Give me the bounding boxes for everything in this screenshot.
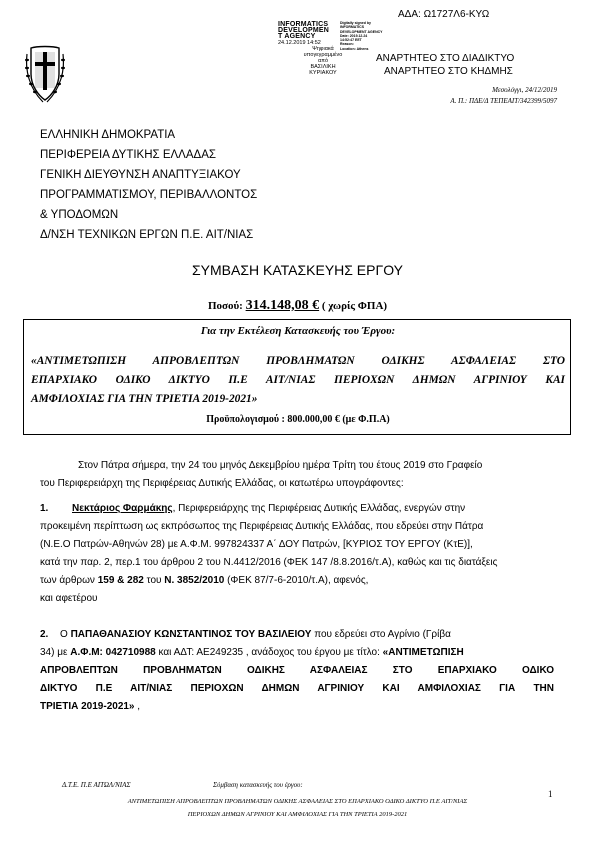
party-two-line: [40, 644, 554, 662]
signature-detail: 14:52:47 EET: [340, 38, 362, 43]
project-box-heading: Για την Εκτέλεση Κατασκευής του Έργου:: [200, 325, 396, 337]
authority-line: Δ/ΝΣΗ ΤΕΧΝΙΚΩΝ ΕΡΓΩΝ Π.Ε. ΑΙΤ/ΝΙΑΣ: [40, 229, 254, 241]
party-two-line: [40, 698, 554, 716]
text-run: (ΦΕΚ 87/7-6-2010/τ.Α), αφενός,: [224, 575, 369, 586]
project-title-line: «ΑΝΤΙΜΕΤΩΠΙΣΗ ΑΠΡΟΒΛΕΠΤΩΝ ΠΡΟΒΛΗΜΑΤΩΝ ΟΔΙΚΗΣ ΑΣΦΑΛΕΙΑΣ ΣΤΟ: [31, 355, 565, 367]
text-run: που εδρεύει στο Αγρίνιο (Γρίβα: [311, 629, 451, 640]
party-one-line: [40, 572, 554, 590]
signature-line: ΒΑΣΙΛΙΚΗ: [310, 64, 336, 70]
amount-suffix: ( χωρίς ΦΠΑ): [321, 300, 388, 312]
party-one-paragraph: [40, 500, 554, 608]
authority-line: ΓΕΝΙΚΗ ΔΙΕΥΘΥΝΣΗ ΑΝΑΠΤΥΞΙΑΚΟΥ: [40, 169, 241, 181]
footer-contract-label: Σύμβαση κατασκευής του έργου:: [213, 781, 303, 789]
amount-prefix: Ποσού:: [207, 300, 243, 312]
signature-detail: DEVELOPMENT AGENCY: [340, 29, 383, 34]
protocol-number: Α. Π.: ΠΔΕ/Δ ΤΕΠΕΑΙΤ/342399/5097: [450, 97, 557, 105]
party-one-number: 1.: [40, 503, 49, 514]
footer-project-line: ΠΕΡΙΟΧΩΝ ΔΗΜΩΝ ΑΓΡΙΝΙΟΥ ΚΑΙ ΑΜΦΙΛΟΧΙΑΣ ΓΙΑ ΤΗΝ ΤΡΙΕΤΙΑ 2019-2021: [187, 811, 408, 818]
signature-line: ΚΥΡΙΑΚΟΥ: [309, 70, 337, 76]
party-two-paragraph: [40, 626, 554, 716]
page-number: 1: [548, 789, 553, 799]
project-title-run: ΤΡΙΕΤΙΑ 2019-2021»: [40, 701, 135, 712]
intro-line: Στον Πάτρα σήμερα, την 24 του μηνός Δεκεμβρίου ημέρα Τρίτη του έτους 2019 στο Γραφείο: [78, 460, 483, 471]
project-title-line: ΑΜΦΙΛΟΧΙΑΣ ΓΙΑ ΤΗΝ ΤΡΙΕΤΙΑ 2019-2021»: [31, 393, 258, 405]
intro-paragraph: [40, 457, 554, 493]
document-title: ΣΥΜΒΑΣΗ ΚΑΤΑΣΚΕΥΗΣ ΕΡΓΟΥ: [192, 262, 403, 278]
signature-line: T AGENCY: [278, 33, 316, 40]
law-number: Ν. 3852/2010: [164, 575, 225, 586]
text-run: Ο: [60, 629, 71, 640]
authority-line: ΕΛΛΗΝΙΚΗ ΔΗΜΟΚΡΑΤΙΑ: [40, 129, 176, 141]
party-one-line: προκειμένη περίπτωση ως εκπρόσωπος της Περιφέρειας Δυτικής Ελλάδας, που εδρεύει στην Πάτρα: [40, 521, 484, 532]
signature-line: Ψηφιακά: [312, 46, 334, 52]
signature-line: DEVELOPMEN: [278, 27, 330, 34]
signature-detail: Location: Athens: [340, 46, 369, 51]
text-run: του: [143, 575, 165, 586]
party-two-line: ΑΠΡΟΒΛΕΠΤΩΝ ΠΡΟΒΛΗΜΑΤΩΝ ΟΔΙΚΗΣ ΑΣΦΑΛΕΙΑΣ ΣΤΟ ΕΠΑΡΧΙΑΚΟ ΟΔΙΚΟ: [40, 665, 554, 676]
greek-emblem-icon: [23, 44, 67, 106]
party-one-line: και αφετέρου: [40, 593, 98, 604]
party-two-number: 2.: [40, 629, 49, 640]
contractor-name: ΠΑΠΑΘΑΝΑΣΙΟΥ ΚΩΝΣΤΑΝΤΙΝΟΣ ΤΟΥ ΒΑΣΙΛΕΙΟΥ: [70, 629, 312, 640]
signature-detail: Reason:: [340, 42, 354, 47]
footer-department: Δ.Τ.Ε. Π.Ε ΑΙΤΩΛ/ΝΙΑΣ: [62, 781, 131, 789]
text-run: και ΑΔΤ: ΑΕ249235 , ανάδοχος του έργου με τίτλο:: [155, 647, 383, 658]
party-one-role: , Περιφερειάρχης της Περιφέρειας Δυτικής Ελλάδας, ενεργών στην: [172, 503, 466, 514]
party-one-line: [40, 500, 554, 518]
text-run: των άρθρων: [40, 575, 98, 586]
party-one-name: Νεκτάριος Φαρμάκης: [72, 503, 173, 514]
issuing-authority: [40, 125, 257, 245]
signature-detail: Date: 2019.12.24: [340, 33, 368, 38]
amount-value: 314.148,08 €: [245, 298, 320, 313]
law-articles: 159 & 282: [97, 575, 144, 586]
footer-project-line: ΑΝΤΙΜΕΤΩΠΙΣΗ ΑΠΡΟΒΛΕΠΤΩΝ ΠΡΟΒΛΗΜΑΤΩΝ ΟΔΙΚΗΣ ΑΣΦΑΛΕΙΑΣ ΣΤΟ ΕΠΑΡΧΙΑΚΟ ΟΔΙΚΟ ΔΙΚΤΥΟ Π.Ε ΑΙΤ/ΝΙΑΣ: [127, 798, 468, 805]
signature-line: 24.12.2019 14:52: [278, 40, 321, 46]
authority-line: & ΥΠΟΔΟΜΩΝ: [40, 209, 119, 221]
signature-line: INFORMATICS: [278, 21, 329, 28]
party-two-line: ΔΙΚΤΥΟ Π.Ε ΑΙΤ/ΝΙΑΣ ΠΕΡΙΟΧΩΝ ΔΗΜΩΝ ΑΓΡΙΝΙΟΥ ΚΑΙ ΑΜΦΙΛΟΧΙΑΣ ΓΙΑ ΤΗΝ: [40, 683, 554, 694]
signature-detail: Digitally signed by: [340, 21, 371, 25]
project-title: [31, 352, 565, 409]
project-title-line: ΕΠΑΡΧΙΑΚΟ ΟΔΙΚΟ ΔΙΚΤΥΟ Π.Ε ΑΙΤ/ΝΙΑΣ ΠΕΡΙΟΧΩΝ ΔΗΜΩΝ ΑΓΡΙΝΙΟΥ ΚΑΙ: [31, 374, 565, 386]
party-one-line: (Ν.Ε.Ο Πατρών-Αθηνών 28) με Α.Φ.Μ. 997824337 Α΄ ΔΟΥ Πατρών, [ΚΥΡΙΟΣ ΤΟΥ ΕΡΓΟΥ (ΚτΕ)],: [40, 539, 473, 550]
post-internet-label: ΑΝΑΡΤΗΤΕΟ ΣΤΟ ΔΙΑΔΙΚΤΥΟ: [376, 53, 515, 64]
party-one-line: κατά την παρ. 2, περ.1 του άρθρου 2 του Ν.4412/2016 (ΦΕΚ 147 /8.8.2016/τ.Α), καθώς και τις διατάξεις: [40, 557, 498, 568]
contract-amount: [0, 298, 595, 314]
post-kimis-label: ΑΝΑΡΤΗΤΕΟ ΣΤΟ ΚΗΔΜΗΣ: [384, 66, 513, 77]
contractor-afm: Α.Φ.Μ: 042710988: [70, 647, 156, 658]
authority-line: ΠΕΡΙΦΕΡΕΙΑ ΔΥΤΙΚΗΣ ΕΛΛΑΔΑΣ: [40, 149, 216, 161]
signature-detail: INFORMATICS: [340, 25, 365, 30]
document-date: Μεσολόγγι, 24/12/2019: [492, 86, 557, 94]
project-description-box: [23, 319, 571, 435]
project-budget: Προϋπολογισμού : 800.000,00 € (με Φ.Π.Α): [206, 414, 390, 425]
signature-line: από: [317, 58, 329, 64]
signature-line: υπογεγραμμένο: [303, 52, 343, 58]
party-two-line: [40, 626, 554, 644]
authority-line: ΠΡΟΓΡΑΜΜΑΤΙΣΜΟΥ, ΠΕΡΙΒΑΛΛΟΝΤΟΣ: [40, 189, 258, 201]
intro-line: του Περιφερειάρχη της Περιφέρειας Δυτικής Ελλάδας, οι κατωτέρω υπογράφοντες:: [40, 478, 404, 489]
ada-code: ΑΔΑ: Ω1727Λ6-ΚΥΩ: [398, 9, 490, 20]
text-run: ,: [134, 701, 141, 712]
text-run: 34) με: [40, 647, 71, 658]
project-title-run: «ΑΝΤΙΜΕΤΩΠΙΣΗ: [382, 647, 464, 658]
digital-signature-details: [340, 21, 400, 51]
